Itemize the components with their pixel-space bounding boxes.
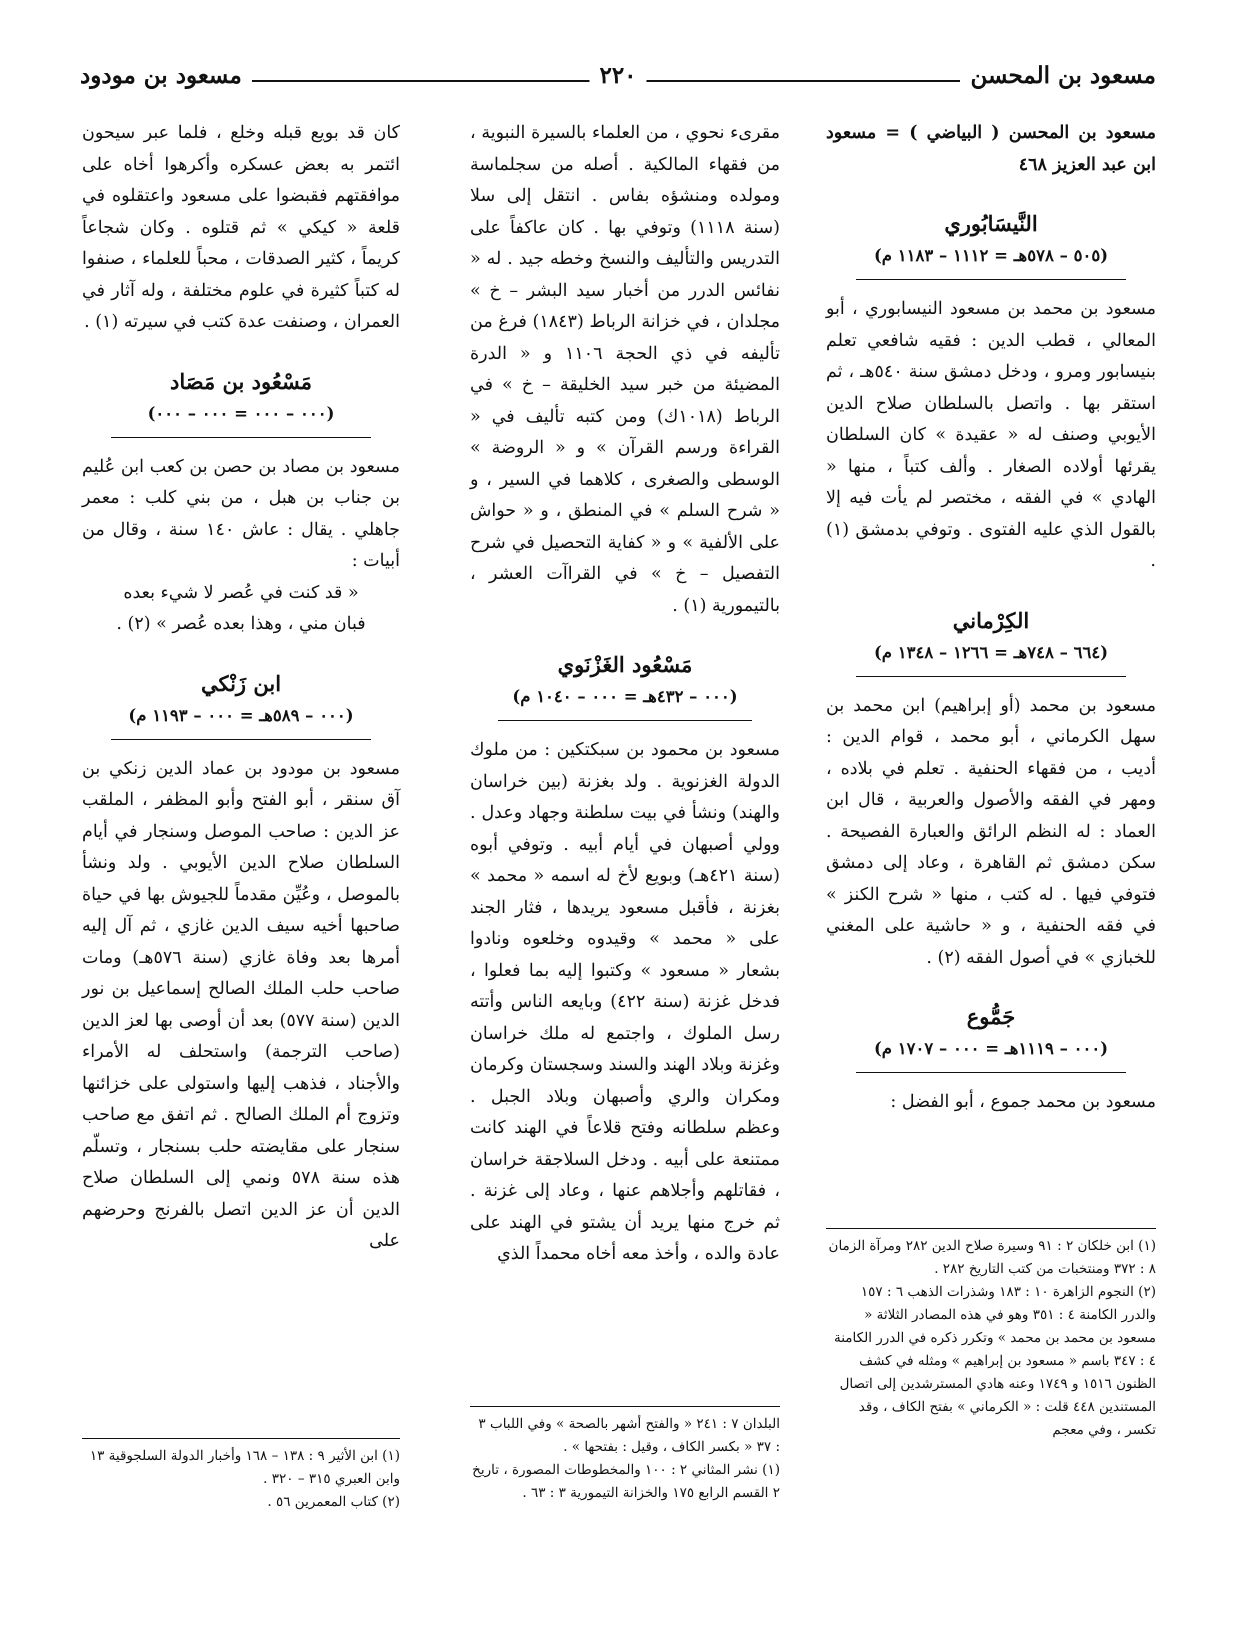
entry-divider (111, 739, 372, 740)
entry-text: مسعود بن مصاد بن حصن بن كعب ابن عُليم بن جناب بن هبل ، من بني كلب : معمر جاهلي . يقال : عاش ١٤٠ سنة ، وقال من أبيات : (82, 456, 400, 571)
entry-dates: (٠٠٠ – ١١١٩هـ = ٠٠٠ – ١٧٠٧ م) (873, 1039, 1109, 1058)
cross-reference-entry: مسعود بن المحسن ( البياضي ) = مسعود ابن عبد العزيز ٤٦٨ (826, 123, 1156, 175)
entry-heading (470, 648, 780, 721)
entry-divider (111, 437, 372, 438)
footnotes (82, 1438, 400, 1514)
entry-dates: (٦٦٤ – ٧٤٨هـ = ١٢٦٦ – ١٣٤٨ م) (873, 642, 1109, 662)
entry-heading (82, 667, 400, 740)
footnote: (٢) النجوم الزاهرة ١٠ : ١٨٣ وشذرات الذهب ٦ : ١٥٧ والدرر الكامنة ٤ : ٣٥١ وهو في هذه المصادر الثلاثة « مسعود بن محمد بن محمد » وتكرر ذكره في الدرر الكامنة ٤ : ٣٤٧ باسم « مسعود بن إبراهيم » ومثله في كشف الظنون ١٥١٦ و ١٧٤٩ وعنه هادي المسترشدين إلى اتصال المستندين ٤٤٨ قلت : « الكرماني » بفتح الكاف ، وقد تكسر ، وفي معجم (833, 1284, 1156, 1438)
entry-title: النَّيسَابُوري (944, 211, 1038, 236)
column-middle (470, 118, 780, 1628)
entry-text: مسعود بن محمد جموع ، أبو الفضل : (890, 1092, 1156, 1112)
entry-text: مسعود بن محمد بن مسعود النيسابوري ، أبو المعالي ، قطب الدين : فقيه شافعي تعلم بنيسابور ومرو ، ودخل دمشق سنة ٥٤٠هـ ، ثم استقر بها . واتصل بالسلطان صلاح الدين الأيوبي وصنف له « عقيدة » كان السلطان يقرئها أولاده الصغار . وألف كتباً ، منها « الهادي » في الفقه ، مختصر لم يأت فيه إلا بالقول الذي عليه الفتوى . وتوفي بدمشق (١) . (826, 299, 1156, 571)
entry-dates: (٠٠٠ – ٥٨٩هـ = ٠٠٠ – ١١٩٣ م) (128, 705, 354, 725)
header-left-title: مسعود بن مودود (80, 62, 252, 89)
entry-divider (856, 279, 1127, 280)
footnotes (826, 1228, 1156, 1442)
footnote: (١) نشر المثاني ٢ : ١٠٠ والمخطوطات المصورة ، تاريخ ٢ القسم الرابع ١٧٥ والخزانة التيمورية ٣ : ٦٣ . (472, 1462, 780, 1501)
footnotes (470, 1406, 780, 1505)
header-right-title: مسعود بن المحسن (960, 62, 1156, 89)
entry-divider (498, 720, 752, 721)
entry-divider (856, 1072, 1127, 1073)
entry-title: ابن زَنْكي (200, 670, 282, 696)
footnote: (٢) كتاب المعمرين ٥٦ . (267, 1494, 400, 1510)
entry-heading (826, 604, 1156, 677)
footnote: البلدان ٧ : ٢٤١ « والفتح أشهر بالصحة » وفي اللباب ٣ : ٣٧ « بكسر الكاف ، وقيل : بفتحها » . (478, 1416, 780, 1455)
entry-dates: (٠٠٠ – ٤٣٢هـ = ٠٠٠ – ١٠٤٠ م) (512, 687, 738, 706)
entry-text: مسعود بن محمود بن سبكتكين : من ملوك الدولة الغزنوية . ولد بغزنة (بين خراسان والهند) ونشأ في بيت سلطنة وجهاد وعدل . وولي أصبهان في أيام أبيه . وتوفي أبوه (سنة ٤٢١هـ) وبويع لأخ له اسمه « محمد » بغزنة ، فأقبل مسعود يريدها ، فثار الجند على « محمد » وقيدوه وخلعوه ونادوا بشعار « مسعود » وكتبوا إليه بما فعلوا ، فدخل غزنة (سنة ٤٢٢) وبايعه الناس وأتته رسل الملوك ، واجتمع له ملك خراسان وغزنة وبلاد الهند والسند وسجستان وكرمان ومكران والري وأصبهان وبلاد الجبل . وعظم سلطانه وفتح قلاعاً في الهند كانت ممتنعة على أبيه . ودخل السلاجقة خراسان ، فقاتلهم وأجلاهم عنها ، وعاد إلى غزنة . ثم خرج منها يريد أن يشتو في الهند على عادة والده ، وأخذ معه أخاه محمداً الذي (470, 740, 780, 1264)
footnote: (١) ابن خلكان ٢ : ٩١ وسيرة صلاح الدين ٢٨٢ ومرآة الزمان ٨ : ٣٧٢ ومنتخبات من كتب التاريخ ٢٨٢ . (828, 1238, 1156, 1277)
entry-title: مَسْعُود بن مَصَاد (170, 368, 312, 394)
poem-verse: فبان مني ، وهذا بعده عُصر » (٢) . (116, 614, 366, 634)
entry-heading (82, 365, 400, 438)
entry-text-continuation: كان قد بويع قبله وخلع ، فلما عبر سيحون ائتمر به بعض عسكره وأكرهوا أخاه على موافقتهم فقبضوا على مسعود واعتقلوه في قلعة « كيكي » ثم قتلوه . وكان شجاعاً كريماً ، كثير الصدقات ، محباً للعلماء ، صنفوا له كتباً كثيرة في علوم مختلفة ، وله آثار في العمران ، وصنفت عدة كتب في سيرته (١) . (82, 123, 400, 332)
entry-text-continuation: مقرىء نحوي ، من العلماء بالسيرة النبوية ، من فقهاء المالكية . أصله من سجلماسة ومولده ومنشؤه بفاس . انتقل إلى سلا (سنة ١١١٨) وتوفي بها . كان عاكفاً على التدريس والتأليف والنسخ وخطه جيد . له « نفائس الدرر من أخبار سيد البشر – خ » مجلدان ، في خزانة الرباط (١٨٤٣) فرغ من تأليفه في ذي الحجة ١١٠٦ و « الدرة المضيئة من خبر سيد الخليقة – خ » في الرباط (١٠١٨ك) ومن كتبه تأليف في « القراءة ورسم القرآن » و « الروضة » الوسطى والصغرى ، كلاهما في السير ، و « شرح السلم » في المنطق ، و « حواش على الألفية » و « كفاية التحصيل في شرح التفصيل – خ » في القراآت العشر ، بالتيمورية (١) . (470, 123, 780, 616)
column-right (826, 118, 1156, 1628)
entry-text: مسعود بن مودود بن عماد الدين زنكي بن آق سنقر ، أبو الفتح وأبو المظفر ، الملقب عز الدين : صاحب الموصل وسنجار في أيام السلطان صلاح الدين الأيوبي . ولد ونشأ بالموصل ، وعُيِّن مقدماً للجيوش بها في حياة صاحبها أخيه سيف الدين غازي ، ثم آل إليه أمرها بعد وفاة غازي (سنة ٥٧٦هـ) ومات صاحب حلب الملك الصالح إسماعيل بن نور الدين (سنة ٥٧٧) بعد أن أوصى بها لعز الدين (صاحب الترجمة) واستحلف له الأمراء والأجناد ، فذهب إليها واستولى على خزائنها وتزوج أم الملك الصالح . ثم اتفق مع صاحب سنجار على مقايضته حلب بسنجار ، وتسلّم هذه سنة ٥٧٨ ونمي إلى السلطان صلاح الدين أن عز الدين اتصل بالفرنج وحرضهم على (82, 758, 400, 1251)
entry-title: مَسْعُود الغَزْنَوي (557, 652, 693, 677)
page-number: ٢٢٠ (589, 62, 646, 89)
column-left (82, 118, 400, 1628)
entry-heading (826, 207, 1156, 280)
entry-dates: (٥٠٥ – ٥٧٨هـ = ١١١٢ – ١١٨٣ م) (873, 246, 1109, 265)
entry-text: مسعود بن محمد (أو إبراهيم) ابن محمد بن سهل الكرماني ، أبو محمد ، قوام الدين : أديب ، من فقهاء الحنفية . تعلم في بلاده ، ومهر في الفقه والأصول والعربية ، قال ابن العماد : له النظم الرائق والعبارة الفصيحة . سكن دمشق ثم القاهرة ، وعاد إلى دمشق فتوفي فيها . له كتب ، منها « شرح الكنز » في فقه الحنفية ، و « حاشية على المغني للخبازي » في أصول الفقه (٢) . (826, 695, 1156, 968)
footnote: (١) ابن الأثير ٩ : ١٣٨ – ١٦٨ وأخبار الدولة السلجوقية ١٣ وابن العبري ٣١٥ – ٣٢٠ . (89, 1448, 400, 1487)
running-header (80, 62, 1156, 98)
entry-dates: (٠٠٠ – ٠٠٠ = ٠٠٠ – ٠٠٠) (147, 403, 335, 423)
entry-title: الكِرْماني (952, 607, 1030, 633)
entry-divider (856, 676, 1127, 677)
entry-heading (826, 1000, 1156, 1073)
entry-title: جَمُّوع (966, 1004, 1016, 1029)
poem-verse: « قد كنت في عُصر لا شيء بعده (123, 582, 359, 603)
